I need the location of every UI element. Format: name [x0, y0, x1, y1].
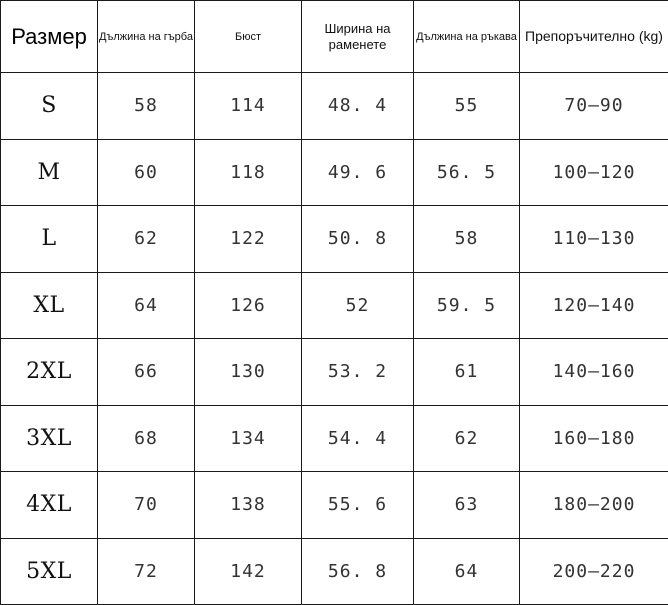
- back-length-value: 58: [98, 73, 195, 140]
- size-value: 4XL: [1, 472, 98, 539]
- table-row: [1, 538, 668, 605]
- bust-value: 114: [195, 73, 302, 140]
- shoulder-width-value: 48. 4: [302, 73, 414, 140]
- back-length-value: 64: [98, 272, 195, 339]
- header-row: [1, 1, 668, 73]
- header-recommended: Препоръчително (kg): [520, 1, 668, 73]
- header-shoulder-width: Ширина на раменете: [302, 1, 414, 73]
- back-length-value: 62: [98, 206, 195, 273]
- size-value: 2XL: [1, 339, 98, 406]
- back-length-value: 72: [98, 538, 195, 605]
- recommended-weight-value: 110–130: [520, 206, 668, 273]
- header-sleeve-length: Дължина на ръкава: [414, 1, 520, 73]
- recommended-weight-value: 180–200: [520, 472, 668, 539]
- table-row: [1, 405, 668, 472]
- bust-value: 122: [195, 206, 302, 273]
- recommended-weight-value: 70–90: [520, 73, 668, 140]
- shoulder-width-value: 54. 4: [302, 405, 414, 472]
- size-value: S: [1, 73, 98, 140]
- shoulder-width-value: 56. 8: [302, 538, 414, 605]
- bust-value: 134: [195, 405, 302, 472]
- table-row: [1, 472, 668, 539]
- recommended-weight-value: 200–220: [520, 538, 668, 605]
- size-value: L: [1, 206, 98, 273]
- shoulder-width-value: 49. 6: [302, 139, 414, 206]
- table-row: [1, 272, 668, 339]
- shoulder-width-value: 55. 6: [302, 472, 414, 539]
- table-row: [1, 339, 668, 406]
- recommended-weight-value: 100–120: [520, 139, 668, 206]
- recommended-weight-value: 160–180: [520, 405, 668, 472]
- bust-value: 130: [195, 339, 302, 406]
- bust-value: 118: [195, 139, 302, 206]
- sleeve-length-value: 56. 5: [414, 139, 520, 206]
- shoulder-width-value: 53. 2: [302, 339, 414, 406]
- size-value: 5XL: [1, 538, 98, 605]
- sleeve-length-value: 58: [414, 206, 520, 273]
- recommended-weight-value: 140–160: [520, 339, 668, 406]
- back-length-value: 66: [98, 339, 195, 406]
- sleeve-length-value: 62: [414, 405, 520, 472]
- table-row: [1, 73, 668, 140]
- shoulder-width-value: 50. 8: [302, 206, 414, 273]
- sleeve-length-value: 59. 5: [414, 272, 520, 339]
- back-length-value: 68: [98, 405, 195, 472]
- back-length-value: 60: [98, 139, 195, 206]
- bust-value: 126: [195, 272, 302, 339]
- sleeve-length-value: 61: [414, 339, 520, 406]
- header-size: Размер: [1, 1, 98, 73]
- shoulder-width-value: 52: [302, 272, 414, 339]
- recommended-weight-value: 120–140: [520, 272, 668, 339]
- table-row: [1, 206, 668, 273]
- sleeve-length-value: 55: [414, 73, 520, 140]
- sleeve-length-value: 64: [414, 538, 520, 605]
- table-body: [1, 73, 668, 605]
- size-value: M: [1, 139, 98, 206]
- size-value: XL: [1, 272, 98, 339]
- header-back-length: Дължина на гърба: [98, 1, 195, 73]
- table-row: [1, 139, 668, 206]
- sleeve-length-value: 63: [414, 472, 520, 539]
- bust-value: 138: [195, 472, 302, 539]
- header-bust: Бюст: [195, 1, 302, 73]
- size-value: 3XL: [1, 405, 98, 472]
- bust-value: 142: [195, 538, 302, 605]
- back-length-value: 70: [98, 472, 195, 539]
